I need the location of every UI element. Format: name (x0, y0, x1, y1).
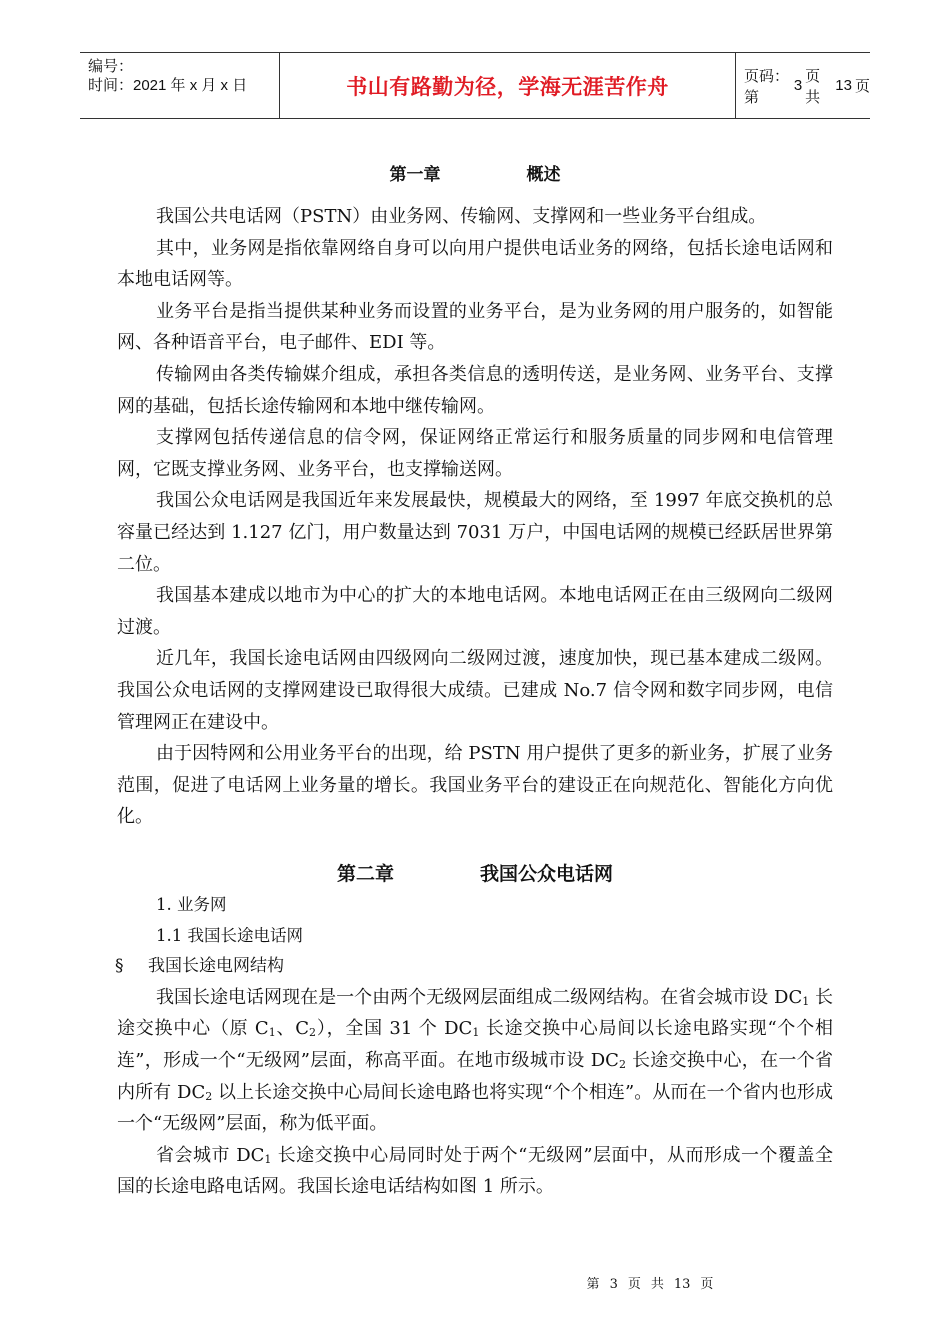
page-prefix: 页码：第 (744, 66, 790, 106)
header-motto: 书山有路勤为径，学海无涯苦作舟 (280, 53, 736, 118)
paragraph: 我国公共电话网（PSTN）由业务网、传输网、支撑网和一些业务平台组成。 (156, 206, 767, 227)
header-meta (80, 53, 280, 118)
page-current: 3 (793, 77, 803, 94)
page-total: 13 (835, 77, 852, 94)
chapter-1-heading (117, 160, 833, 190)
subheading-business-network: 1. 业务网 (156, 894, 227, 914)
paragraph: 由于因特网和公用业务平台的出现，给 PSTN 用户提供了更多的新业务，扩展了业务范围，促进了电话网上业务量的增长。我国业务平台的建设正在向规范化、智能化方向优化。 (117, 743, 833, 828)
chapter-1-title: 概述 (526, 165, 561, 185)
page-suffix: 页 (854, 77, 870, 95)
section-heading (115, 951, 833, 982)
paragraph: 我国公众电话网是我国近年来发展最快，规模最大的网络，至 1997 年底交换机的总容量已经达到 1.127 亿门，用户数量达到 7031 万户，中国电话网的规模已经跃居世界第二位。 (117, 490, 833, 575)
chapter-2-title: 我国公众电话网 (480, 862, 614, 885)
paragraph: 业务平台是指当提供某种业务而设置的业务平台，是为业务网的用户服务的，如智能网、各种语音平台，电子邮件、EDI 等。 (117, 300, 833, 354)
serial-label: 编号： (88, 58, 134, 75)
paragraph: 近几年，我国长途电话网由四级网向二级网过渡，速度加快，现已基本建成二级网。我国公众电话网的支撑网建设已取得很大成绩。已建成 No.7 信令网和数字同步网，电信管理网正在建设中。 (117, 648, 833, 733)
paragraph: 传输网由各类传输媒介组成，承担各类信息的透明传送，是业务网、业务平台、支撑网的基础，包括长途传输网和本地中继传输网。 (117, 363, 833, 417)
header-page-info (735, 53, 870, 118)
paragraph: 其中，业务网是指依靠网络自身可以向用户提供电话业务的网络，包括长途电话网和本地电话网等。 (117, 237, 833, 291)
paragraph-structure: 我国长途电话网现在是一个由两个无级网层面组成二级网结构。在省会城市设 $DC_1$ 长途交换中心（原 $C_1$、$C_2$），全国 31 个 $DC_1$ 长途交换中心局间以长途电路实现“个个相连”，形成一个“无级网”层面，称高平面。在地市级城市设 $DC_2$ 长途交换中心，在一个省内所有 $DC_2$ 以上长途交换中心局间长途电路也将实现“个个相连”。从而在一个省内也形成一个“无级网”层面，称为低平面。 (117, 986, 833, 1135)
section-title: 我国长途电网结构 (148, 955, 284, 976)
page-footer: 第 3 页 共 13 页 (586, 1277, 714, 1292)
section-symbol: § (115, 955, 124, 976)
date-label: 时间：2021 年 x 月 x 日 (88, 77, 248, 94)
page-mid: 页 共 (805, 66, 821, 106)
paragraph: 我国基本建成以地市为中心的扩大的本地电话网。本地电话网正在由三级网向二级网过渡。 (117, 585, 833, 638)
page-header (80, 52, 870, 119)
paragraph-dc1: 省会城市 $DC_1$ 长途交换中心局同时处于两个“无级网”层面中，从而形成一个覆盖全国的长途电路电话网。我国长途电话结构如图 1 所示。 (117, 1144, 833, 1198)
chapter-1-number: 第一章 (389, 165, 441, 185)
chapter-2-number: 第二章 (336, 862, 394, 885)
paragraph: 支撑网包括传递信息的信令网，保证网络正常运行和服务质量的同步网和电信管理网，它既支撑业务网、业务平台，也支撑输送网。 (117, 427, 833, 480)
footer-page-total: 13 (673, 1277, 691, 1292)
footer-page-current: 3 (609, 1277, 618, 1292)
document-body (117, 160, 833, 1203)
chapter-2-heading (117, 859, 833, 889)
subheading-long-distance-network: 1.1 我国长途电话网 (156, 925, 303, 945)
